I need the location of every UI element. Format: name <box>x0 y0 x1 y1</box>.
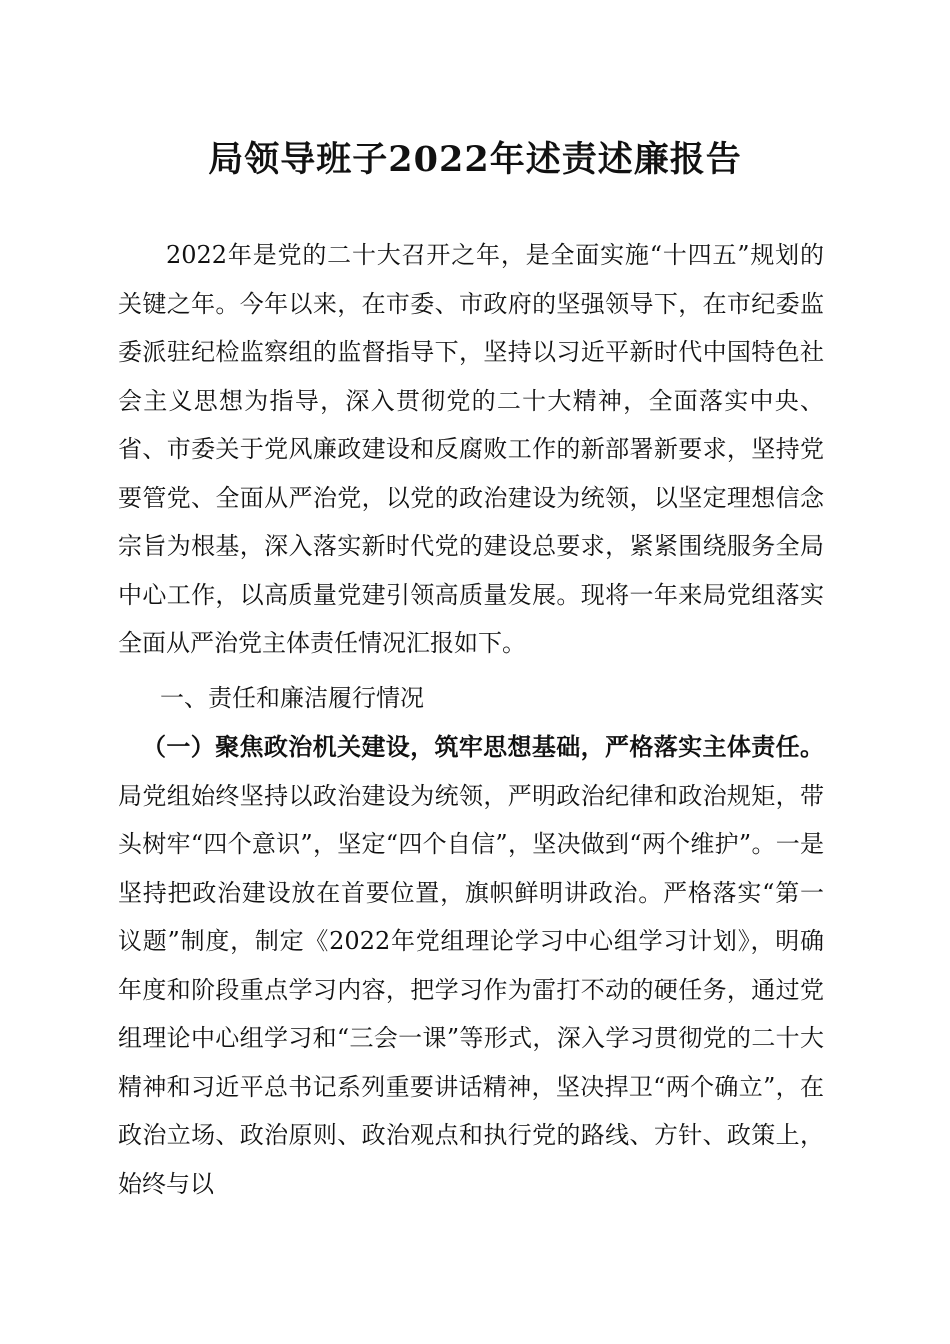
subsection-lead: （一）聚焦政治机关建设，筑牢思想基础，严格落实主体责任。 <box>142 732 824 761</box>
section-paragraph-1 <box>118 723 824 1208</box>
document-title: 局领导班子2022年述责述廉报告 <box>208 139 742 180</box>
section-heading-1: 一、责任和廉洁履行情况 <box>160 684 424 712</box>
intro-paragraph: 2022年是党的二十大召开之年，是全面实施“十四五”规划的关键之年。今年以来，在市委、市政府的坚强领导下，在市纪委监委派驻纪检监察组的监督指导下，坚持以习近平新时代中国特色社会主义思想为指导，深入贯彻党的二十大精神，全面落实中央、省、市委关于党风廉政建设和反腐败工作的新部署新要求，坚持党要管党、全面从严治党，以党的政治建设为统领，以坚定理想信念宗旨为根基，深入落实新时代党的建设总要求，紧紧围绕服务全局中心工作，以高质量党建引领高质量发展。现将一年来局党组落实全面从严治党主体责任情况汇报如下。 <box>118 241 824 657</box>
subsection-body: 局党组始终坚持以政治建设为统领，严明政治纪律和政治规矩，带头树牢“四个意识”，坚定“四个自信”，坚决做到“两个维护”。一是坚持把政治建设放在首要位置，旗帜鲜明讲政治。严格落实“第一议题”制度，制定《2022年党组理论学习中心组学习计划》，明确年度和阶段重点学习内容，把学习作为雷打不动的硬任务，通过党组理论中心组学习和“三会一课”等形式，深入学习贯彻党的二十大精神和习近平总书记系列重要讲话精神，坚决捍卫“两个确立”，在政治立场、政治原则、政治观点和执行党的路线、方针、政策上，始终与以 <box>118 781 824 1198</box>
